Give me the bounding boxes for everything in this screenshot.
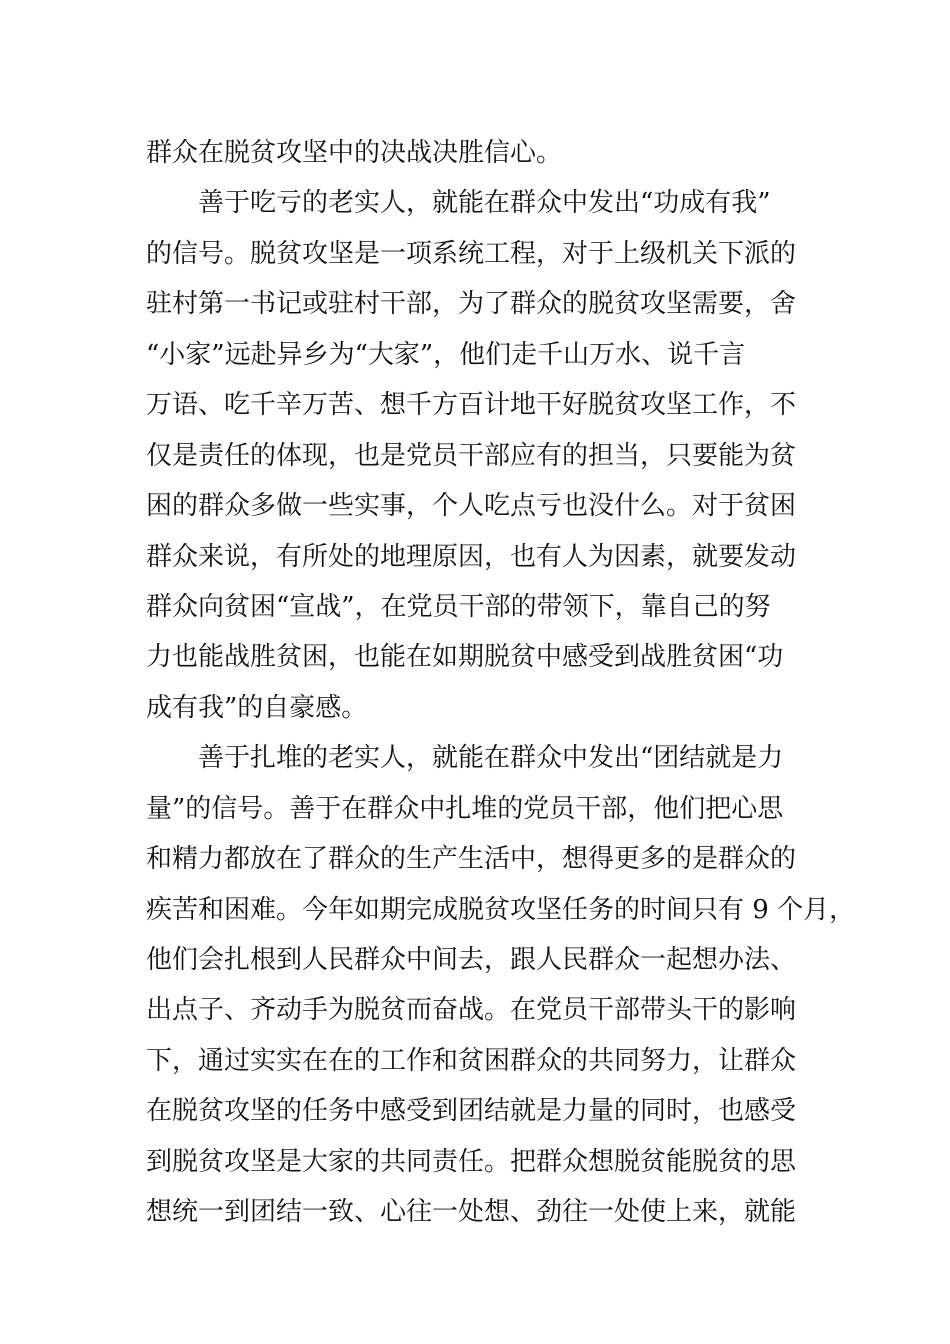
text-line: 下，通过实实在在的工作和贫困群众的共同努力，让群众 [146,1045,797,1076]
text-line: 到脱贫攻坚是大家的共同责任。把群众想脱贫能脱贫的思 [146,1146,797,1177]
text-line: 他们会扎根到人民群众中间去，跟人民群众一起想办法、 [146,945,797,975]
text-line: 和精力都放在了群众的生产生活中，想得更多的是群众的 [146,844,797,875]
text-line: 的信号。脱贫攻坚是一项系统工程，对于上级机关下派的 [146,238,797,269]
text-line: “小家”远赴异乡为“大家”，他们走千山万水、说千言 [146,339,746,370]
paragraph-first-line: 善于扎堆的老实人，就能在群众中发出“团结就是力 [198,743,784,774]
text-line: 量”的信号。善于在群众中扎堆的党员干部，他们把心思 [146,793,784,824]
text-line: 群众向贫困“宣战”，在党员干部的带领下，靠自己的努 [146,591,771,622]
document-body [146,128,856,1238]
text-line: 出点子、齐动手为脱贫而奋战。在党员干部带头干的影响 [146,995,797,1026]
text-line: 仅是责任的体现，也是党员干部应有的担当，只要能为贫 [146,440,797,471]
text-line: 想统一到团结一致、心往一处想、劲往一处使上来，就能 [146,1197,797,1228]
text-line: 困的群众多做一些实事，个人吃点亏也没什么。对于贫困 [146,491,797,522]
text-line: 力也能战胜贫困，也能在如期脱贫中感受到战胜贫困“功 [146,642,784,673]
text-line: 群众在脱贫攻坚中的决战决胜信心。 [146,138,563,168]
text-line: 成有我”的自豪感。 [146,692,368,723]
text-line: 疾苦和困难。今年如期完成脱贫攻坚任务的时间只有 9 个月， [146,894,856,925]
text-line: 在脱贫攻坚的任务中感受到团结就是力量的同时，也感受 [146,1096,797,1127]
text-line: 万语、吃千辛万苦、想千方百计地干好脱贫攻坚工作，不 [146,390,797,421]
text-line: 驻村第一书记或驻村干部，为了群众的脱贫攻坚需要，舍 [146,289,797,320]
paragraph-first-line: 善于吃亏的老实人，就能在群众中发出“功成有我” [198,188,771,219]
text-line: 群众来说，有所处的地理原因，也有人为因素，就要发动 [146,541,797,572]
